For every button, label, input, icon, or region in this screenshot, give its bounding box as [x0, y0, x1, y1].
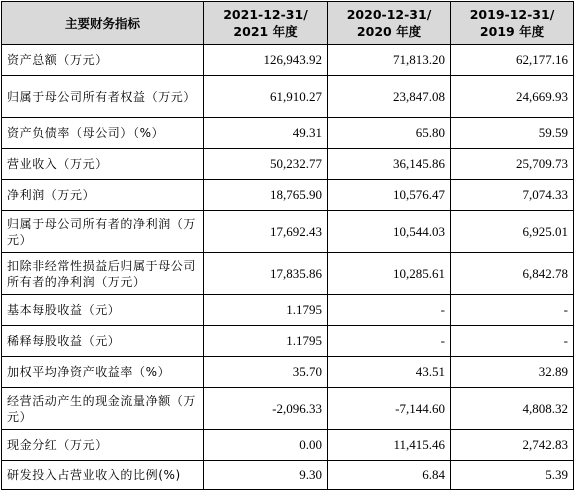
table-row — [2, 357, 574, 388]
header-2019 — [451, 2, 574, 45]
table-row — [2, 211, 574, 253]
value-2021: 35.70 — [204, 357, 328, 388]
value-2019: 25,709.73 — [451, 149, 574, 180]
table-row — [2, 430, 574, 461]
value-2019: 6,925.01 — [451, 211, 574, 253]
value-2020: 10,576.47 — [328, 180, 451, 211]
value-2021: 1.1795 — [204, 295, 328, 326]
value-2021: 0.00 — [204, 430, 328, 461]
value-2020: 6.84 — [328, 461, 451, 490]
table-row — [2, 180, 574, 211]
financial-indicators-table — [1, 1, 574, 490]
row-label: 稀释每股收益（元） — [2, 326, 204, 357]
value-2021: 126,943.92 — [204, 45, 328, 76]
table-row — [2, 149, 574, 180]
value-2019: 62,177.16 — [451, 45, 574, 76]
value-2020: - — [328, 295, 451, 326]
row-label: 经营活动产生的现金流量净额（万元） — [2, 388, 204, 430]
table-row — [2, 253, 574, 295]
value-2020: 10,544.03 — [328, 211, 451, 253]
value-2021: 9.30 — [204, 461, 328, 490]
value-2019: 32.89 — [451, 357, 574, 388]
value-2020: 71,813.20 — [328, 45, 451, 76]
table-row — [2, 461, 574, 490]
header-2019-text: 2019-12-31/ 2019 年度 — [469, 7, 555, 39]
value-2019: 6,842.78 — [451, 253, 574, 295]
value-2021: -2,096.33 — [204, 388, 328, 430]
value-2019: 7,074.33 — [451, 180, 574, 211]
row-label: 扣除非经常性损益后归属于母公司所有者的净利润（万元） — [2, 253, 204, 295]
table-row — [2, 388, 574, 430]
value-2021: 49.31 — [204, 118, 328, 149]
row-label: 营业收入（万元） — [2, 149, 204, 180]
table-row — [2, 45, 574, 76]
table-row — [2, 76, 574, 118]
header-2020-text: 2020-12-31/ 2020 年度 — [346, 7, 432, 39]
value-2020: 65.80 — [328, 118, 451, 149]
value-2020: - — [328, 326, 451, 357]
value-2019: 59.59 — [451, 118, 574, 149]
header-2021 — [204, 2, 328, 45]
row-label: 资产总额（万元） — [2, 45, 204, 76]
table-row — [2, 326, 574, 357]
value-2021: 17,692.43 — [204, 211, 328, 253]
value-2019: 24,669.93 — [451, 76, 574, 118]
header-indicator: 主要财务指标 — [2, 2, 204, 45]
value-2019: - — [451, 326, 574, 357]
header-2020 — [328, 2, 451, 45]
table-row — [2, 118, 574, 149]
value-2021: 17,835.86 — [204, 253, 328, 295]
row-label: 归属于母公司所有者的净利润（万元） — [2, 211, 204, 253]
value-2020: -7,144.60 — [328, 388, 451, 430]
value-2021: 18,765.90 — [204, 180, 328, 211]
value-2020: 10,285.61 — [328, 253, 451, 295]
header-row — [2, 2, 574, 45]
row-label: 净利润（万元） — [2, 180, 204, 211]
row-label: 归属于母公司所有者权益（万元） — [2, 76, 204, 118]
row-label: 资产负债率（母公司）（%） — [2, 118, 204, 149]
value-2020: 11,415.46 — [328, 430, 451, 461]
value-2021: 50,232.77 — [204, 149, 328, 180]
value-2020: 43.51 — [328, 357, 451, 388]
value-2020: 36,145.86 — [328, 149, 451, 180]
value-2020: 23,847.08 — [328, 76, 451, 118]
value-2021: 61,910.27 — [204, 76, 328, 118]
value-2019: 2,742.83 — [451, 430, 574, 461]
value-2021: 1.1795 — [204, 326, 328, 357]
row-label: 加权平均净资产收益率（%） — [2, 357, 204, 388]
value-2019: 5.39 — [451, 461, 574, 490]
value-2019: 4,808.32 — [451, 388, 574, 430]
table-row — [2, 295, 574, 326]
header-2021-text: 2021-12-31/ 2021 年度 — [223, 7, 308, 39]
row-label: 基本每股收益（元） — [2, 295, 204, 326]
row-label: 研发投入占营业收入的比例(%) — [2, 461, 204, 490]
row-label: 现金分红（万元） — [2, 430, 204, 461]
value-2019: - — [451, 295, 574, 326]
